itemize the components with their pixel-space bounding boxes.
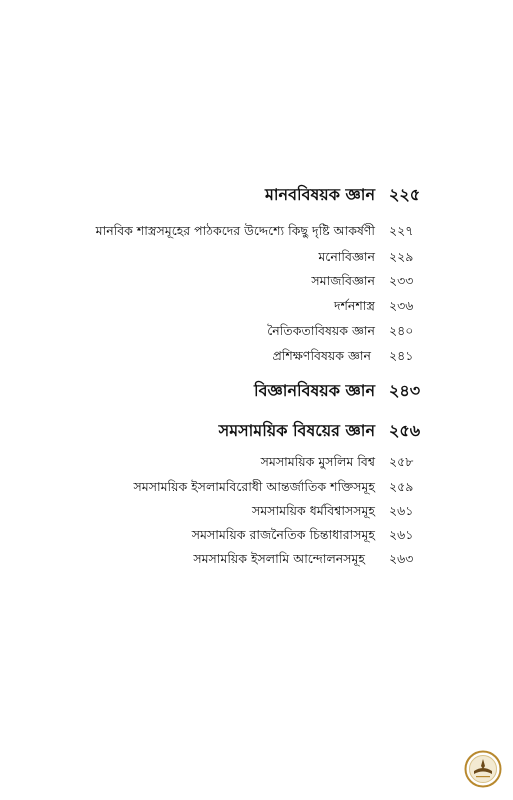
toc-entry-sub[interactable]: [0, 546, 513, 572]
toc-entry-sub[interactable]: [0, 318, 513, 344]
toc-entry-title: বিজ্ঞানবিষয়ক জ্ঞান: [254, 381, 375, 400]
toc-entry-title: সমসাময়িক ইসলামবিরোধী আন্তর্জাতিক শক্তিসমূহ: [133, 479, 375, 494]
publisher-logo-icon: [464, 750, 502, 788]
toc-entry-page: ২৫৬: [389, 421, 421, 440]
toc-entry-sub[interactable]: [0, 293, 513, 319]
toc-entry-page: ২৪১: [389, 348, 414, 363]
toc-entry-main[interactable]: [0, 418, 513, 444]
toc-entry-title: সমসাময়িক ধর্মবিশ্বাসসমূহ: [252, 503, 375, 518]
toc-entry-page: ২২৭: [389, 223, 414, 238]
toc-entry-title: নৈতিকতাবিষয়ক জ্ঞান: [267, 323, 375, 338]
toc-entry-page: ২৪০: [389, 323, 414, 338]
toc-entry-sub[interactable]: [0, 218, 513, 244]
toc-entry-sub[interactable]: [0, 268, 513, 294]
toc-entry-title: দর্শনশাস্ত্র: [333, 298, 375, 313]
toc-entry-title: মানববিষয়ক জ্ঞান: [265, 185, 375, 204]
toc-entry-page: ২৩৩: [389, 273, 414, 288]
toc-entry-title: সমসাময়িক ইসলামি আন্দোলনসমূহ: [193, 551, 365, 566]
toc-entry-sub[interactable]: [0, 449, 513, 475]
toc-entry-page: ২৫৯: [389, 479, 414, 494]
toc-entry-title: সমসাময়িক রাজনৈতিক চিন্তাধারাসমূহ: [191, 527, 375, 542]
toc-entry-main[interactable]: [0, 378, 513, 404]
toc-entry-sub[interactable]: [0, 244, 513, 270]
toc-entry-main[interactable]: [0, 182, 513, 208]
toc-entry-title: মনোবিজ্ঞান: [318, 249, 375, 264]
toc-entry-page: ২৬১: [389, 503, 414, 518]
toc-entry-title: সমসাময়িক মুসলিম বিশ্ব: [260, 454, 375, 469]
toc-entry-title: প্রশিক্ষণবিষয়ক জ্ঞান: [272, 348, 371, 363]
toc-entry-sub[interactable]: [0, 474, 513, 500]
toc-entry-page: ২২৫: [389, 185, 421, 204]
toc-entry-page: ২৩৬: [389, 298, 414, 313]
toc-entry-page: ২৫৮: [389, 454, 414, 469]
toc-entry-page: ২৬১: [389, 527, 414, 542]
toc-entry-sub[interactable]: [0, 498, 513, 524]
toc-entry-page: ২৬৩: [389, 551, 414, 566]
toc-entry-sub[interactable]: [0, 522, 513, 548]
toc-entry-title: মানবিক শাস্ত্রসমূহের পাঠকদের উদ্দেশ্যে কিছু দৃষ্টি আকর্ষণী: [95, 223, 375, 238]
toc-entry-title: সমসাময়িক বিষয়ের জ্ঞান: [218, 421, 375, 440]
publisher-logo-graphic: [464, 750, 502, 788]
toc-entry-sub[interactable]: [0, 343, 513, 369]
toc-entry-page: ২২৯: [389, 249, 414, 264]
toc-entry-page: ২৪৩: [389, 381, 421, 400]
toc-entry-title: সমাজবিজ্ঞান: [311, 273, 375, 288]
